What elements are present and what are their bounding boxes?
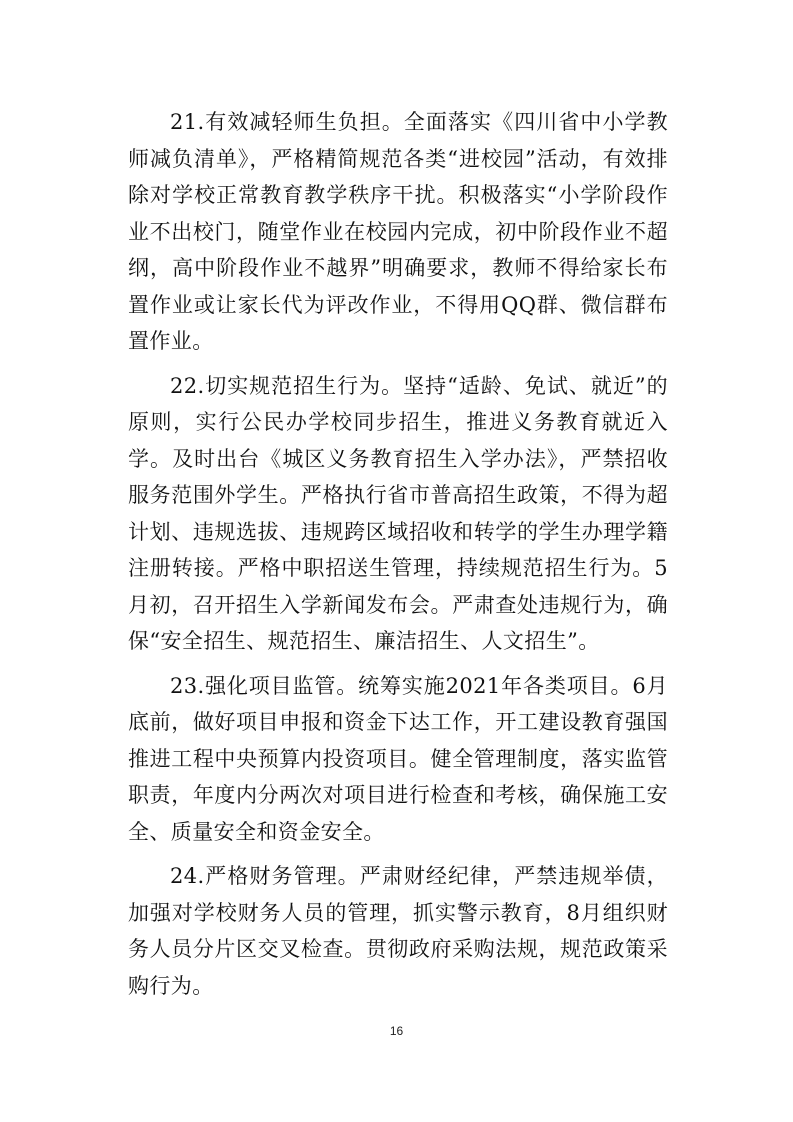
- paragraph-24-financial-management: 24.严格财务管理。严肃财经纪律，严禁违规举债，加强对学校财务人员的管理，抓实警示教育，8月组织财务人员分片区交叉检查。贯彻政府采购法规，规范政策采购行为。: [128, 864, 668, 998]
- paragraph-21-reduce-burden: 21.有效减轻师生负担。全面落实《四川省中小学教师减负清单》，严格精简规范各类“进校园”活动，有效排除对学校正常教育教学秩序干扰。积极落实“小学阶段作业不出校门，随堂作业在校园内完成，初中阶段作业不超纲，高中阶段作业不越界”明确要求，教师不得给家长布置作业或让家长代为评改作业，不得用QQ群、微信群布置作业。: [128, 110, 668, 353]
- paragraph-22-enrollment: 22.切实规范招生行为。坚持“适龄、免试、就近”的原则，实行公民办学校同步招生，推进义务教育就近入学。及时出台《城区义务教育招生入学办法》，严禁招收服务范围外学生。严格执行省市普高招生政策，不得为超计划、违规选拔、违规跨区域招收和转学的学生办理学籍注册转接。严格中职招送生管理，持续规范招生行为。5月初，召开招生入学新闻发布会。严肃查处违规行为，确保“安全招生、规范招生、廉洁招生、人文招生”。: [128, 373, 668, 653]
- paragraph-23-project-supervision: 23.强化项目监管。统筹实施2021年各类项目。6月底前，做好项目申报和资金下达工作，开工建设教育强国推进工程中央预算内投资项目。健全管理制度，落实监管职责，年度内分两次对项目进行检查和考核，确保施工安全、质量安全和资金安全。: [128, 673, 668, 844]
- page-number: 16: [389, 1024, 404, 1038]
- body-text: [128, 104, 668, 1012]
